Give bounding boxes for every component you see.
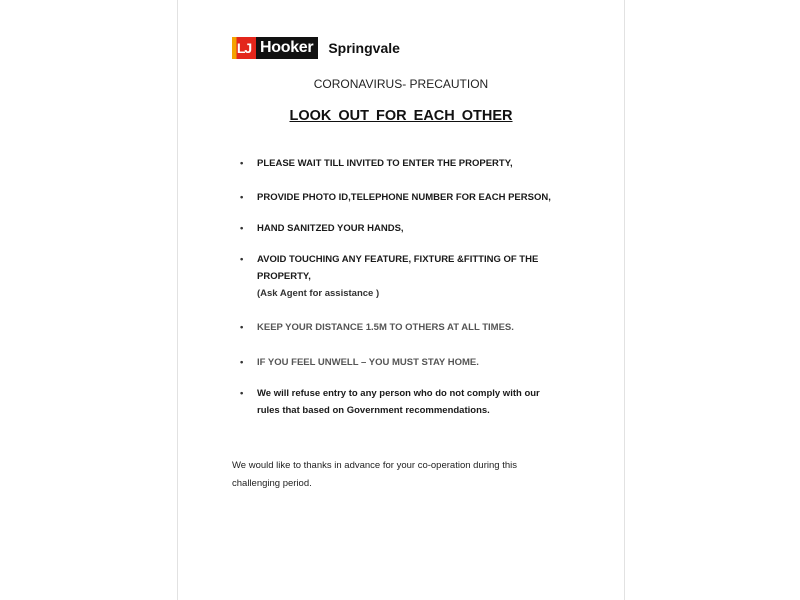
rule-item — [240, 189, 580, 206]
rule-item — [240, 155, 580, 172]
rule-text: HAND SANITZED YOUR HANDS, — [257, 223, 404, 234]
rule-text: We will refuse entry to any person who do not comply with our rules that based on Government recommendations. — [257, 388, 540, 416]
rule-item — [240, 385, 580, 419]
header — [232, 37, 400, 59]
rule-note: (Ask Agent for assistance ) — [257, 288, 380, 299]
document-page — [177, 0, 625, 600]
lj-hooker-logo — [232, 37, 318, 59]
bullet-icon: • — [240, 388, 244, 399]
rule-item — [240, 319, 580, 336]
rule-text: KEEP YOUR DISTANCE 1.5M TO OTHERS AT ALL TIMES. — [257, 322, 514, 333]
bullet-icon: • — [240, 357, 244, 368]
notice-headline: LOOK OUT FOR EACH OTHER — [289, 108, 513, 124]
notice-subtitle: CORONAVIRUS- PRECAUTION — [313, 77, 489, 91]
bullet-icon: • — [240, 192, 244, 203]
office-name: Springvale — [328, 40, 400, 56]
bullet-icon: • — [240, 223, 244, 234]
rule-text: IF YOU FEEL UNWELL – YOU MUST STAY HOME. — [257, 357, 479, 368]
rule-text: PROVIDE PHOTO ID,TELEPHONE NUMBER FOR EACH PERSON, — [257, 192, 551, 203]
rule-item — [240, 220, 580, 237]
bullet-icon: • — [240, 322, 244, 333]
bullet-icon: • — [240, 254, 244, 265]
logo-lj-mark: LJ — [232, 37, 256, 59]
logo-hooker-wordmark: Hooker — [256, 37, 318, 59]
rule-text: AVOID TOUCHING ANY FEATURE, FIXTURE &FITTING OF THE PROPERTY, — [257, 254, 539, 282]
rule-item — [240, 354, 580, 371]
rule-item — [240, 251, 580, 302]
bullet-icon: • — [240, 158, 244, 169]
closing-message: We would like to thanks in advance for your co-operation during this challenging period. — [232, 460, 517, 489]
rule-text: PLEASE WAIT TILL INVITED TO ENTER THE PROPERTY, — [257, 158, 513, 169]
